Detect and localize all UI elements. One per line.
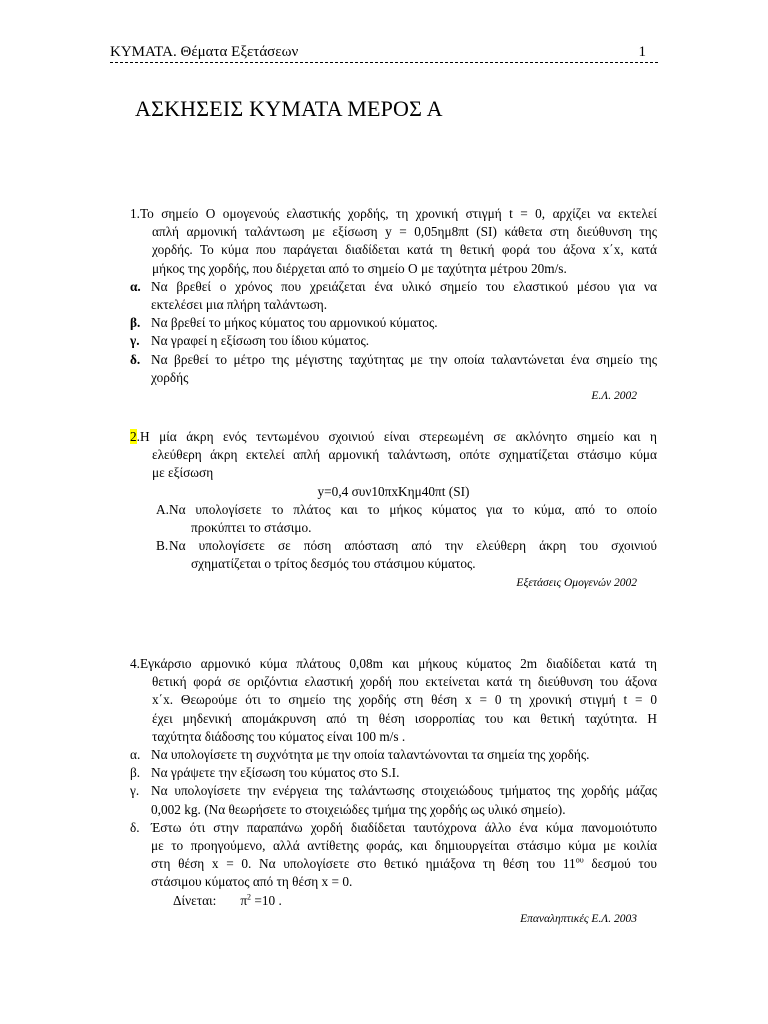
item-text: Να γράψετε την εξίσωση του κύματος στο S.I.	[151, 765, 400, 781]
problem-4-item-c	[130, 782, 657, 818]
problem-2-text: .Η μία άκρη ενός τεντωμένου σχοινιού είναι στερεωμένη σε ακλόνητο σημείο και η	[136, 429, 657, 444]
page-header	[110, 43, 658, 63]
problem-4-line: x΄x. Θεωρούμε ότι το σημείο της χορδής στη θέση x = 0 τη χρονική στιγμή t = 0	[152, 692, 657, 708]
item-text: με το προηγούμενο, αλλά αντίθετης φοράς, και δημιουργείται στάσιμο κύμα με κοιλία	[151, 838, 657, 854]
given-superscript: 2	[247, 892, 252, 902]
item-marker: Β.	[156, 538, 169, 554]
problem-1-item-c	[130, 332, 657, 350]
given-line	[151, 892, 657, 910]
problem-1	[130, 205, 657, 405]
header-rule	[110, 62, 658, 63]
problem-2-item-a	[130, 501, 657, 537]
item-text: Να γραφεί η εξίσωση του ίδιου κύματος.	[151, 333, 370, 349]
item-marker: γ.	[130, 783, 140, 799]
item-text: Να βρεθεί το μήκος κύματος του αρμονικού κύματος.	[151, 315, 438, 331]
item-text: στάσιμου κύματος από τη θέση x = 0.	[151, 874, 353, 890]
item-text: χορδής	[151, 369, 189, 385]
item-text: 0,002 kg. (Να θεωρήσετε το στοιχειώδες τμήμα της χορδής ως υλικό σημείο).	[151, 801, 566, 817]
item-text-part: στη θέση x = 0. Να υπολογίσετε στο θετικό ημιάξονα τη θέση του 11	[151, 856, 576, 872]
problem-2-line	[130, 428, 657, 446]
item-marker: α.	[130, 747, 141, 763]
problem-4-line: θετική φορά σε οριζόντια ελαστική χορδή που εκτείνεται κατά τη διεύθυνση του άξονα	[152, 674, 657, 690]
item-text: Να βρεθεί ο χρόνος που χρειάζεται ένα υλικό σημείο του ελαστικού μέσου για να	[151, 278, 657, 294]
item-marker: β.	[130, 315, 141, 331]
problem-4-line: έχει μηδενική απομάκρυνση από τη θέση ισορροπίας του και θετική ταχύτητα. Η	[152, 710, 657, 726]
problem-1-item-d	[130, 351, 657, 387]
item-marker: Α.	[156, 501, 169, 517]
item-text-part: δεσμού του	[583, 856, 657, 872]
item-marker: α.	[130, 278, 141, 294]
problem-1-line: χορδής. Το κύμα που παράγεται διαδίδεται κατά τη θετική φορά του άξονα x΄x, κατά	[152, 242, 657, 258]
problem-4	[130, 655, 657, 928]
ordinal-superscript: ου	[575, 855, 584, 865]
given-rest: =10 .	[251, 892, 282, 908]
item-text: εκτελέσει μια πλήρη ταλάντωση.	[151, 297, 328, 313]
item-marker: δ.	[130, 351, 141, 367]
problem-2-line: με εξίσωση	[152, 465, 214, 481]
problem-2-source: Εξετάσεις Ομογενών 2002	[516, 576, 637, 589]
item-marker: β.	[130, 765, 141, 781]
problem-1-item-a	[130, 278, 657, 314]
problem-4-source: Επαναληπτικές Ε.Λ. 2003	[520, 912, 637, 925]
item-marker: δ.	[130, 819, 140, 835]
given-label: Δίνεται:	[173, 892, 217, 908]
problem-4-line: ταχύτητα διάδοσης του κύματος είναι 100 m/s .	[152, 728, 406, 744]
header-title: ΚΥΜΑΤΑ. Θέματα Εξετάσεων	[110, 44, 299, 60]
item-marker: γ.	[130, 333, 140, 349]
item-text: προκύπτει το στάσιμο.	[191, 520, 312, 536]
problem-4-item-b	[130, 764, 657, 782]
item-text: Έστω ότι στην παραπάνω χορδή διαδίδεται ταυτόχρονα άλλο ένα κύμα πανομοιότυπο	[151, 819, 657, 835]
problem-1-item-b	[130, 314, 657, 332]
item-text: Να υπολογίσετε το πλάτος και το μήκος κύματος για το κύμα, από το οποίο	[169, 501, 657, 517]
problem-1-source: Ε.Λ. 2002	[591, 390, 637, 403]
given-value: π	[240, 892, 248, 908]
problem-1-line: μήκος της χορδής, που διέρχεται από το σημείο Ο με ταχύτητα μέτρου 20m/s.	[152, 260, 567, 276]
item-text: Να υπολογίσετε τη συχνότητα με την οποία ταλαντώνονται τα σημεία της χορδής.	[151, 747, 590, 763]
problem-2-item-b	[130, 537, 657, 573]
item-text: Να υπολογίσετε την ενέργεια της ταλάντωσης στοιχειώδους τμήματος της χορδής μάζας	[151, 783, 657, 799]
problem-4-item-d	[130, 819, 657, 910]
problem-2-line: ελεύθερη άκρη εκτελεί απλή αρμονική ταλάντωση, οπότε σχηματίζεται στάσιμο κύμα	[152, 447, 657, 463]
problem-2	[130, 428, 657, 592]
problem-2-number: 2	[130, 429, 137, 444]
problem-4-item-a	[130, 746, 657, 764]
item-text: Να υπολογίσετε σε πόση απόσταση από την ελεύθερη άκρη του σχοινιού	[169, 538, 657, 554]
document-title: ΑΣΚΗΣΕΙΣ ΚΥΜΑΤΑ ΜΕΡΟΣ Α	[135, 96, 443, 121]
problem-4-line: 4.Εγκάρσιο αρμονικό κύμα πλάτους 0,08m και μήκους κύματος 2m διαδίδεται κατά τη	[130, 656, 657, 671]
item-text	[151, 855, 657, 873]
problem-1-line: 1.Το σημείο Ο ομογενούς ελαστικής χορδής, τη χρονική στιγμή t = 0, αρχίζει να εκτελεί	[130, 206, 657, 221]
item-text: σχηματίζεται ο τρίτος δεσμός του στάσιμου κύματος.	[191, 556, 476, 572]
problem-1-line: απλή αρμονική ταλάντωση με εξίσωση y = 0,05ημ8πt (SI) κάθετα στη διεύθυνση της	[152, 224, 657, 240]
problem-2-equation: y=0,4 συν10πxΚημ40πt (SI)	[317, 483, 470, 499]
page-number: 1	[638, 44, 646, 60]
item-text: Να βρεθεί το μέτρο της μέγιστης ταχύτητας με την οποία ταλαντώνεται ένα σημείο της	[151, 351, 657, 367]
